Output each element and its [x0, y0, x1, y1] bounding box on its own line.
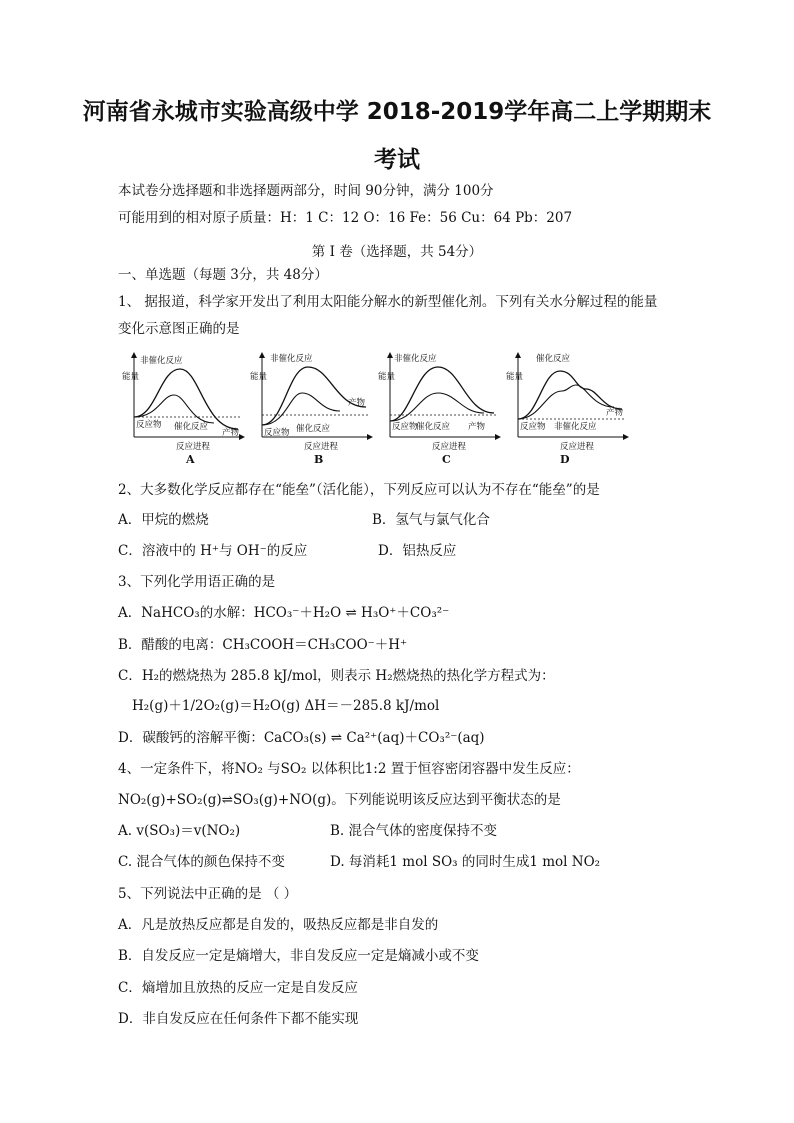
figure-c-xlabel: 反应进程: [432, 442, 467, 452]
intro-duration: 本试卷分选择题和非选择题两部分，时间 90分钟，满分 100分: [118, 183, 494, 199]
part-heading: 一、单选题（每题 3分，共 48分）: [118, 267, 328, 283]
q2-option-d: D．铝热反应: [378, 543, 457, 559]
figure-c-letter: C: [442, 453, 451, 466]
q2-stem: 2、大多数化学反应都存在“能垒”（活化能），下列反应可以认为不存在“能垒”的是: [118, 482, 600, 498]
q5-option-c: C．熵增加且放热的反应一定是自发反应: [118, 980, 358, 996]
figure-b-letter: B: [314, 453, 324, 466]
figure-d-product-label: 产物: [606, 408, 624, 418]
q4-stem-line2: NO₂(g)+SO₂(g)⇌SO₃(g)+NO(g)。下列能说明该反应达到平衡状态的是: [118, 792, 561, 808]
q2-option-c: C．溶液中的 H⁺与 OH⁻的反应: [118, 543, 308, 559]
q3-option-a: A．NaHCO₃的水解：HCO₃⁻＋H₂O ⇌ H₃O⁺＋CO₃²⁻: [118, 605, 450, 621]
q3-option-d: D．碳酸钙的溶解平衡：CaCO₃(s) ⇌ Ca²⁺(aq)＋CO₃²⁻(aq): [118, 730, 485, 746]
figure-d-mid-label: 非催化反应: [554, 422, 597, 432]
figure-a-top-label: 非催化反应: [140, 356, 183, 366]
figure-a-letter: A: [186, 453, 195, 466]
figure-d-xlabel: 反应进程: [560, 442, 595, 452]
figure-b-top-label: 非催化反应: [270, 354, 313, 364]
q2-option-b: B．氢气与氯气化合: [372, 512, 490, 528]
q4-option-b: B. 混合气体的密度保持不变: [330, 823, 498, 839]
q5-stem: 5、下列说法中正确的是 （ ）: [118, 886, 298, 902]
figure-d-letter: D: [560, 453, 570, 466]
q1-stem-line2: 变化示意图正确的是: [118, 321, 240, 337]
q5-option-a: A．凡是放热反应都是自发的，吸热反应都是非自发的: [118, 917, 439, 933]
q3-option-c-equation: H₂(g)＋1/2O₂(g)＝H₂O(g) ΔH＝－285.8 kJ/mol: [132, 698, 440, 714]
figure-d-top-label: 催化反应: [536, 354, 571, 364]
figure-b-ylabel: 能量: [250, 372, 268, 382]
q3-option-b: B．醋酸的电离：CH₃COOH＝CH₃COO⁻＋H⁺: [118, 637, 408, 653]
figure-b-xlabel: 反应进程: [304, 442, 339, 452]
figure-a-mid-label: 催化反应: [174, 422, 209, 432]
figure-c-product-label: 产物: [468, 422, 486, 432]
section-heading: 第 I 卷（选择题，共 54分）: [311, 244, 483, 260]
figure-a-ylabel: 能量: [122, 372, 140, 382]
figure-c-ylabel: 能量: [378, 372, 396, 382]
figure-b: [246, 349, 374, 469]
figure-a: [118, 349, 246, 469]
q1-stem-line1: 1、 据报道，科学家开发出了利用太阳能分解水的新型催化剂。下列有关水分解过程的能量: [118, 294, 658, 310]
figure-a-xlabel: 反应进程: [176, 442, 211, 452]
energy-diagram-d: [502, 349, 630, 469]
figure-b-reactant-label: 反应物: [264, 428, 290, 438]
figure-d-ylabel: 能量: [506, 372, 524, 382]
figure-c-reactant-label: 反应物: [392, 422, 418, 432]
figure-d-reactant-label: 反应物: [520, 422, 546, 432]
q3-stem: 3、下列化学用语正确的是: [118, 574, 276, 590]
figure-a-reactant-label: 反应物: [136, 420, 162, 430]
q4-option-c: C. 混合气体的颜色保持不变: [118, 854, 285, 870]
figure-d: [502, 349, 630, 469]
q2-option-a: A．甲烷的燃烧: [118, 512, 209, 528]
figure-c-mid-label: 催化反应: [416, 422, 451, 432]
figure-c: [374, 349, 502, 469]
exam-title-line1: 河南省永城市实验高级中学 2018-2019学年高二上学期期末: [82, 99, 712, 125]
energy-diagram-b: [246, 349, 374, 469]
q4-stem-line1: 4、一定条件下，将NO₂ 与SO₂ 以体积比1:2 置于恒容密闭容器中发生反应：: [118, 761, 580, 777]
figure-b-product-label: 产物: [348, 398, 366, 408]
q5-option-b: B．自发反应一定是熵增大，非自发反应一定是熵减小或不变: [118, 948, 479, 964]
q4-option-d: D. 每消耗1 mol SO₃ 的同时生成1 mol NO₂: [330, 854, 601, 870]
energy-diagram-c: [374, 349, 502, 469]
q3-option-c: C．H₂的燃烧热为 285.8 kJ/mol，则表示 H₂燃烧热的热化学方程式为：: [118, 668, 555, 684]
energy-diagram-a: [118, 349, 246, 469]
intro-atomic-masses: 可能用到的相对原子质量：H：1 C：12 O：16 Fe：56 Cu：64 Pb：207: [118, 210, 573, 226]
figure-c-top-label: 非催化反应: [394, 354, 437, 364]
q5-option-d: D．非自发反应在任何条件下都不能实现: [118, 1011, 359, 1027]
figure-b-mid-label: 催化反应: [296, 424, 331, 434]
exam-title-line2: 考试: [374, 147, 420, 173]
figure-a-product-label: 产物: [222, 428, 240, 438]
q4-option-a: A. v(SO₃)＝v(NO₂): [118, 823, 241, 839]
q1-figures: [118, 349, 678, 469]
